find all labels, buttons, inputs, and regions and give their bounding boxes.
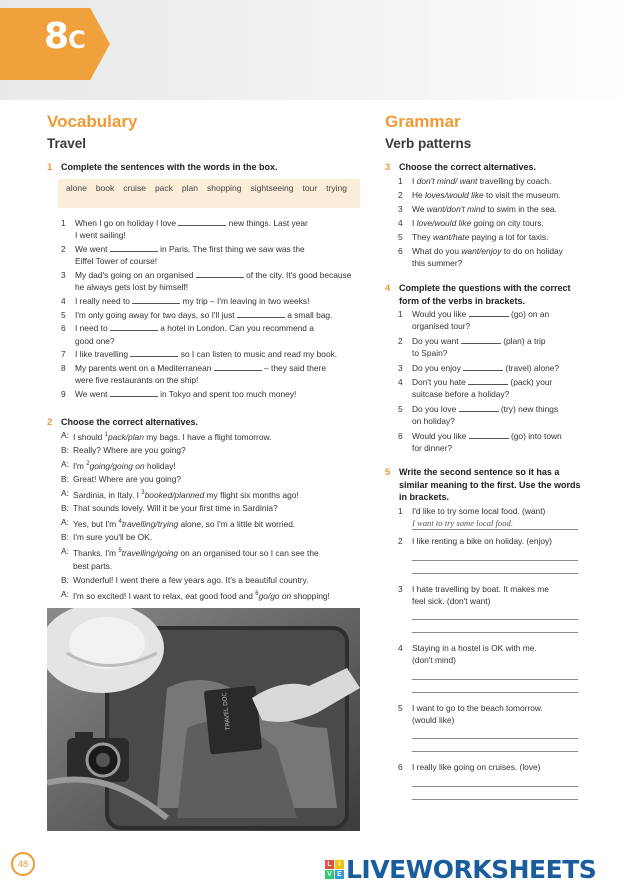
item-text: I like travelling <box>75 349 131 360</box>
dialogue-line <box>61 574 359 588</box>
item-text: (go) on an <box>508 309 550 319</box>
answer-line[interactable] <box>412 548 578 561</box>
item-text: feel sick. (don't want) <box>412 595 491 606</box>
ex1-item <box>61 309 361 321</box>
item-text: on holiday? <box>412 416 455 427</box>
item-text: I need to <box>75 323 110 334</box>
item-text: my trip – I'm leaving in two weeks! <box>180 295 310 306</box>
answer-line[interactable] <box>412 680 578 693</box>
ex5-item <box>398 761 603 799</box>
answer-line[interactable] <box>412 561 578 574</box>
answer-blank[interactable] <box>196 270 244 278</box>
item-text: paying a lot for taxis. <box>469 231 549 242</box>
answer-line[interactable] <box>412 517 578 530</box>
ex3-instruction: 3 Choose the correct alternatives. <box>385 162 537 173</box>
line-text: I'm so excited! I want to relax, eat good food and <box>73 590 256 601</box>
speaker-label: A: <box>61 458 69 469</box>
word-box-word: shopping <box>206 183 242 193</box>
ex5-item <box>398 642 603 693</box>
item-text: (travel) alone? <box>503 362 560 373</box>
answer-blank[interactable] <box>469 309 509 317</box>
item-text: I really like going on cruises. (love) <box>412 762 541 773</box>
dialogue-line <box>61 444 359 458</box>
item-number: 8 <box>61 363 66 373</box>
alternatives-choice[interactable]: travelling/trying <box>121 518 179 529</box>
item-text: I <box>412 217 417 228</box>
answer-line[interactable] <box>412 667 578 680</box>
item-text: Do you enjoy <box>412 362 464 373</box>
speaker-label: A: <box>61 545 69 556</box>
line-text: holiday! <box>144 460 176 471</box>
answer-line[interactable] <box>412 620 578 633</box>
word-box-word: tour <box>302 183 318 193</box>
item-number: 2 <box>398 189 403 200</box>
item-text: (don't mind) <box>412 655 456 666</box>
item-text: to swim in the sea. <box>485 203 557 214</box>
gap-number: 2 <box>86 460 90 467</box>
line-text: my flight six months ago! <box>204 489 299 500</box>
word-box <box>58 179 360 208</box>
item-number: 4 <box>61 295 66 306</box>
speaker-label: B: <box>61 574 69 585</box>
ex4-item <box>398 430 603 455</box>
alternatives-choice[interactable]: booked/planned <box>144 489 205 500</box>
item-number: 5 <box>398 231 403 242</box>
item-text: Staying in a hostel is OK with me. <box>412 643 537 654</box>
item-number: 6 <box>61 323 66 334</box>
line-text: Yes, but I'm <box>73 518 119 529</box>
item-text: Do you want <box>412 335 461 346</box>
vocabulary-subheading: Travel <box>47 136 87 151</box>
speaker-label: B: <box>61 445 69 456</box>
item-number: 3 <box>398 362 403 373</box>
ex4-item <box>398 335 603 360</box>
line-text: Thanks. I'm <box>73 547 119 558</box>
item-text: Eiffel Tower of course! <box>75 256 158 267</box>
word-box-word: pack <box>154 183 173 193</box>
answer-blank[interactable] <box>132 296 180 304</box>
item-text: in Paris. The first thing we saw was the <box>157 243 305 254</box>
item-text: travelling by coach. <box>477 176 552 186</box>
logo-letter-block: E <box>335 870 344 879</box>
line-text: I'm <box>73 460 87 471</box>
ex1-instruction: 1 Complete the sentences with the words in the box. <box>47 162 278 173</box>
grammar-subheading: Verb patterns <box>385 136 472 151</box>
line-text: shopping! <box>291 590 330 601</box>
item-text: so I can listen to music and read my book. <box>178 349 338 360</box>
ex1-item <box>61 243 361 268</box>
passport-shape <box>204 685 262 754</box>
line-text: alone, so I'm a little bit worried. <box>178 518 296 529</box>
item-text: suitcase before a holiday? <box>412 389 510 400</box>
alternatives-choice[interactable]: go/go on <box>258 590 292 601</box>
logo-letter-block: I <box>335 860 344 869</box>
answer-line[interactable] <box>412 787 578 800</box>
svg-text:TRAVEL DOC: TRAVEL DOC <box>221 691 233 731</box>
dialogue-line <box>61 502 359 516</box>
answer-blank[interactable] <box>463 363 503 371</box>
item-number: 3 <box>61 269 66 280</box>
item-number: 6 <box>398 762 403 773</box>
gap-number: 1 <box>104 432 109 438</box>
item-text: (pack) your <box>508 377 553 388</box>
item-text: going on city tours. <box>471 217 544 228</box>
item-text: He <box>412 189 426 200</box>
dialogue-line <box>61 473 359 487</box>
answer-blank[interactable] <box>214 363 262 371</box>
page-number: 48 <box>11 852 35 876</box>
item-number: 7 <box>61 349 66 360</box>
dialogue-line <box>61 531 359 545</box>
speaker-label: A: <box>61 516 69 527</box>
item-number: 9 <box>61 388 66 399</box>
ex1-item <box>61 217 361 242</box>
answer-blank[interactable] <box>110 389 158 397</box>
item-text: My parents went on a Mediterranean <box>75 363 214 373</box>
item-text: I like renting a bike on holiday. (enjoy) <box>412 536 552 547</box>
ex3-item <box>398 217 603 229</box>
alternatives-choice[interactable]: loves/would like <box>425 189 484 200</box>
ex4-list <box>398 308 603 456</box>
item-text: for dinner? <box>412 442 453 453</box>
item-text: were five restaurants on the ship! <box>75 375 199 386</box>
word-box-word: cruise <box>123 183 146 193</box>
item-text: We went <box>75 388 110 399</box>
alternatives-choice[interactable]: travelling/going <box>121 547 179 558</box>
answer-blank[interactable] <box>178 218 226 226</box>
line-text: best parts. <box>73 561 113 572</box>
item-text: We <box>412 203 427 214</box>
dialogue-line <box>61 588 359 603</box>
item-text: of the city. It's good because <box>243 269 352 280</box>
gap-number: 6 <box>255 590 259 597</box>
item-number: 3 <box>398 203 403 214</box>
ex3-item <box>398 203 603 215</box>
gap-number: 3 <box>141 489 145 496</box>
alternatives-choice[interactable]: want/enjoy <box>461 245 502 256</box>
item-text: I <box>412 176 417 186</box>
item-number: 5 <box>61 309 66 320</box>
alternatives-choice[interactable]: going/going on <box>89 460 145 471</box>
speaker-label: A: <box>61 588 69 599</box>
answer-blank[interactable] <box>237 310 285 318</box>
ex1-list <box>61 217 361 402</box>
item-text: I went sailing! <box>75 230 126 241</box>
item-text: (try) new things <box>498 403 559 414</box>
ex4-instruction: 4 Complete the questions with the correct form of the verbs in brackets. <box>385 283 571 306</box>
item-number: 4 <box>398 643 403 654</box>
unit-label: 8C <box>44 16 85 57</box>
alternatives-choice[interactable]: want/don't mind <box>426 203 486 214</box>
item-text: Do you love <box>412 403 459 414</box>
item-text: Don't you hate <box>412 377 469 388</box>
word-box-word: trying <box>326 183 347 193</box>
line-text: on an organised tour so I can see the <box>178 547 319 558</box>
ex2-dialogue <box>61 429 359 603</box>
item-text: – they said there <box>261 363 326 373</box>
answer-line[interactable] <box>412 607 578 620</box>
answer-line[interactable] <box>412 739 578 752</box>
item-text: Would you like <box>412 309 469 319</box>
item-text: organised tour? <box>412 321 471 332</box>
ex3-item <box>398 245 603 270</box>
item-number: 4 <box>398 377 403 388</box>
item-number: 2 <box>398 536 403 547</box>
item-text: (would like) <box>412 715 455 726</box>
vocabulary-heading: Vocabulary <box>47 112 138 131</box>
ex3-item <box>398 231 603 243</box>
example-answer: I want to try some local food. <box>412 518 513 529</box>
grammar-heading: Grammar <box>385 112 461 131</box>
speaker-label: B: <box>61 503 69 514</box>
brand-text: LIVEWORKSHEETS <box>346 854 597 884</box>
dialogue-line <box>61 516 359 531</box>
logo-letter-block: V <box>325 870 334 879</box>
travel-photo <box>47 608 360 831</box>
dialogue-line <box>61 429 359 444</box>
line-text: Sardinia, in Italy. I <box>73 489 142 500</box>
line-text: Really? Where are you going? <box>73 445 186 456</box>
answer-blank[interactable] <box>469 431 509 439</box>
alternatives-choice[interactable]: pack/plan <box>108 431 144 442</box>
answer-blank[interactable] <box>110 323 158 331</box>
gap-number: 4 <box>118 518 122 525</box>
ex5-instruction: 5 Write the second sentence so it has a similar meaning to the first. Use the words in brackets. <box>385 467 581 502</box>
item-text: a small bag. <box>284 309 333 320</box>
ex2-instruction: 2 Choose the correct alternatives. <box>47 417 199 428</box>
item-text: to do on holiday <box>501 245 563 256</box>
ex5-item <box>398 583 603 634</box>
item-text: new things. Last year <box>226 218 308 228</box>
item-text: We went <box>75 243 110 254</box>
item-text: (go) into town <box>508 430 562 441</box>
item-text: this summer? <box>412 258 463 269</box>
ex3-item <box>398 175 603 187</box>
word-box-word: plan <box>181 183 198 193</box>
item-text: to visit the museum. <box>483 189 561 200</box>
gap-number: 5 <box>118 547 122 554</box>
suitcase-illustration <box>47 608 360 831</box>
item-number: 1 <box>398 309 403 319</box>
answer-line[interactable] <box>412 774 578 787</box>
item-text: to Spain? <box>412 348 448 359</box>
item-text: I hate travelling by boat. It makes me <box>412 583 549 594</box>
answer-blank[interactable] <box>461 336 501 344</box>
liveworksheets-logo[interactable] <box>325 855 596 883</box>
item-number: 5 <box>398 403 403 414</box>
ex1-item <box>61 348 361 360</box>
item-text: Would you like <box>412 430 469 441</box>
ex3-list <box>398 175 603 271</box>
ex1-item <box>61 269 361 294</box>
item-text: good one? <box>75 335 115 346</box>
logo-blocks-icon <box>325 860 344 879</box>
answer-blank[interactable] <box>468 377 508 385</box>
ex1-item <box>61 362 361 387</box>
item-number: 1 <box>398 176 403 186</box>
ex5-item <box>398 535 603 573</box>
word-box-word: alone <box>66 183 87 193</box>
alternatives-choice[interactable]: want/hate <box>432 231 470 242</box>
item-text: a hotel in London. Can you recommend a <box>157 323 314 334</box>
line-text: Wonderful! I went there a few years ago. It's a beautiful country. <box>73 574 309 585</box>
item-text: he always gets lost by himself! <box>75 282 189 293</box>
word-box-word: book <box>95 183 115 193</box>
item-text: When I go on holiday I love <box>75 218 179 228</box>
item-number: 5 <box>398 702 403 713</box>
item-number: 4 <box>398 217 403 228</box>
line-text: I'm sure you'll be OK. <box>73 532 153 543</box>
speaker-label: B: <box>61 474 69 485</box>
ex1-item <box>61 295 361 307</box>
answer-blank[interactable] <box>459 404 499 412</box>
ex4-item <box>398 376 603 401</box>
item-number: 1 <box>398 506 403 516</box>
item-text: I'm only going away for two days, so I'll just <box>75 309 237 320</box>
logo-letter-block: L <box>325 860 334 869</box>
ex3-item <box>398 189 603 201</box>
item-number: 6 <box>398 245 403 256</box>
dialogue-line <box>61 458 359 473</box>
ex4-item <box>398 403 603 428</box>
item-number: 3 <box>398 583 403 594</box>
ex4-item <box>398 362 603 374</box>
alternatives-choice[interactable]: love/would like <box>416 217 472 228</box>
line-text: Great! Where are you going? <box>73 474 182 485</box>
item-text: They <box>412 231 433 242</box>
answer-line[interactable] <box>412 726 578 739</box>
item-text: I really need to <box>75 295 133 306</box>
item-number: 2 <box>398 335 403 346</box>
ex4-item <box>398 308 603 333</box>
item-text: I'd like to try some local food. (want) <box>412 506 546 516</box>
item-number: 2 <box>61 243 66 254</box>
item-text: (plan) a trip <box>500 335 546 346</box>
line-text: That sounds lovely. Will it be your first time in Sardinia? <box>73 503 278 514</box>
ex5-item <box>398 505 603 530</box>
item-text: My dad's going on an organised <box>75 269 196 280</box>
answer-blank[interactable] <box>130 349 178 357</box>
item-number: 6 <box>398 430 403 441</box>
speaker-label: A: <box>61 487 69 498</box>
dialogue-line <box>61 487 359 502</box>
speaker-label: A: <box>61 430 69 440</box>
ex5-list <box>398 505 603 809</box>
line-text: I should <box>73 431 105 442</box>
item-number: 1 <box>61 218 66 228</box>
dialogue-line <box>61 545 359 574</box>
word-box-word: sightseeing <box>250 183 294 193</box>
ex5-item <box>398 702 603 753</box>
line-text: my bags. I have a flight tomorrow. <box>143 431 272 442</box>
speaker-label: B: <box>61 532 69 543</box>
item-text: in Tokyo and spent too much money! <box>157 388 297 399</box>
item-text: I want to go to the beach tomorrow. <box>412 702 543 713</box>
alternatives-choice[interactable]: don't mind/ want <box>416 176 478 186</box>
ex1-item <box>61 388 361 400</box>
answer-blank[interactable] <box>110 244 158 252</box>
item-text: What do you <box>412 245 462 256</box>
ex1-item <box>61 322 361 347</box>
